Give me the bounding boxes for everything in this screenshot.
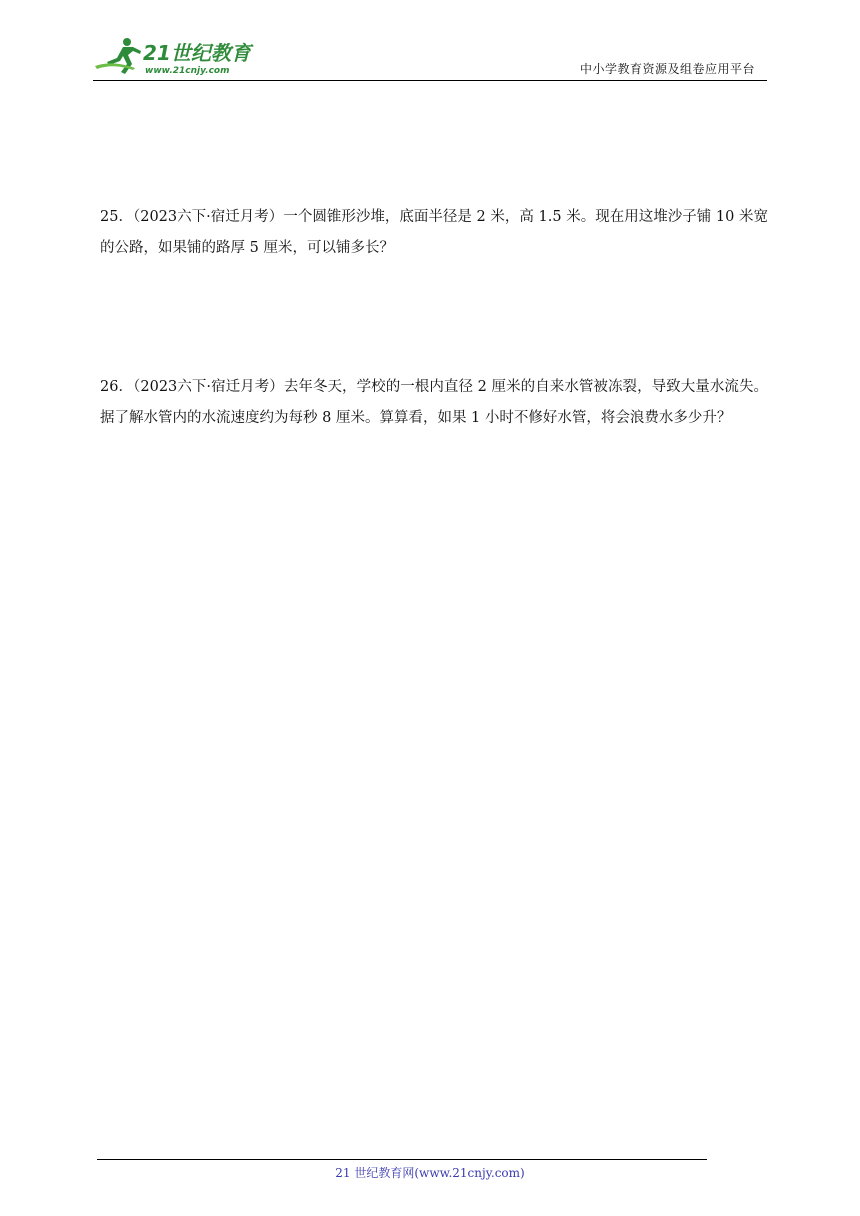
question-number: 25．	[100, 209, 133, 225]
page-header	[93, 30, 767, 81]
question-text: 去年冬天，学校的一根内直径 2 厘米的自来水管被冻裂，导致大量水流失。据了解水管内的水流速度约为每秒 8 厘米。算算看，如果 1 小时不修好水管，将会浪费水多少升？	[100, 379, 768, 426]
logo-text: 21世纪教育	[143, 41, 251, 65]
question-source: （2023六下·宿迁月考）	[133, 379, 284, 395]
footer-text[interactable]: 21 世纪教育网(www.21cnjy.com)	[335, 1166, 525, 1180]
question-source: （2023六下·宿迁月考）	[132, 209, 284, 225]
runner-icon	[95, 38, 141, 74]
logo-21cnjy	[93, 36, 263, 76]
header-platform-text: 中小学教育资源及组卷应用平台	[579, 62, 755, 76]
question-number: 26．	[100, 379, 134, 395]
question-text: 一个圆锥形沙堆，底面半径是 2 米，高 1.5 米。现在用这堆沙子铺 10 米宽的公路，如果铺的路厚 5 厘米，可以铺多长？	[100, 209, 769, 256]
question-25	[100, 202, 768, 264]
question-26	[100, 372, 768, 434]
logo-url: www.21cnjy.com	[145, 66, 230, 76]
footer-divider	[97, 1159, 707, 1160]
